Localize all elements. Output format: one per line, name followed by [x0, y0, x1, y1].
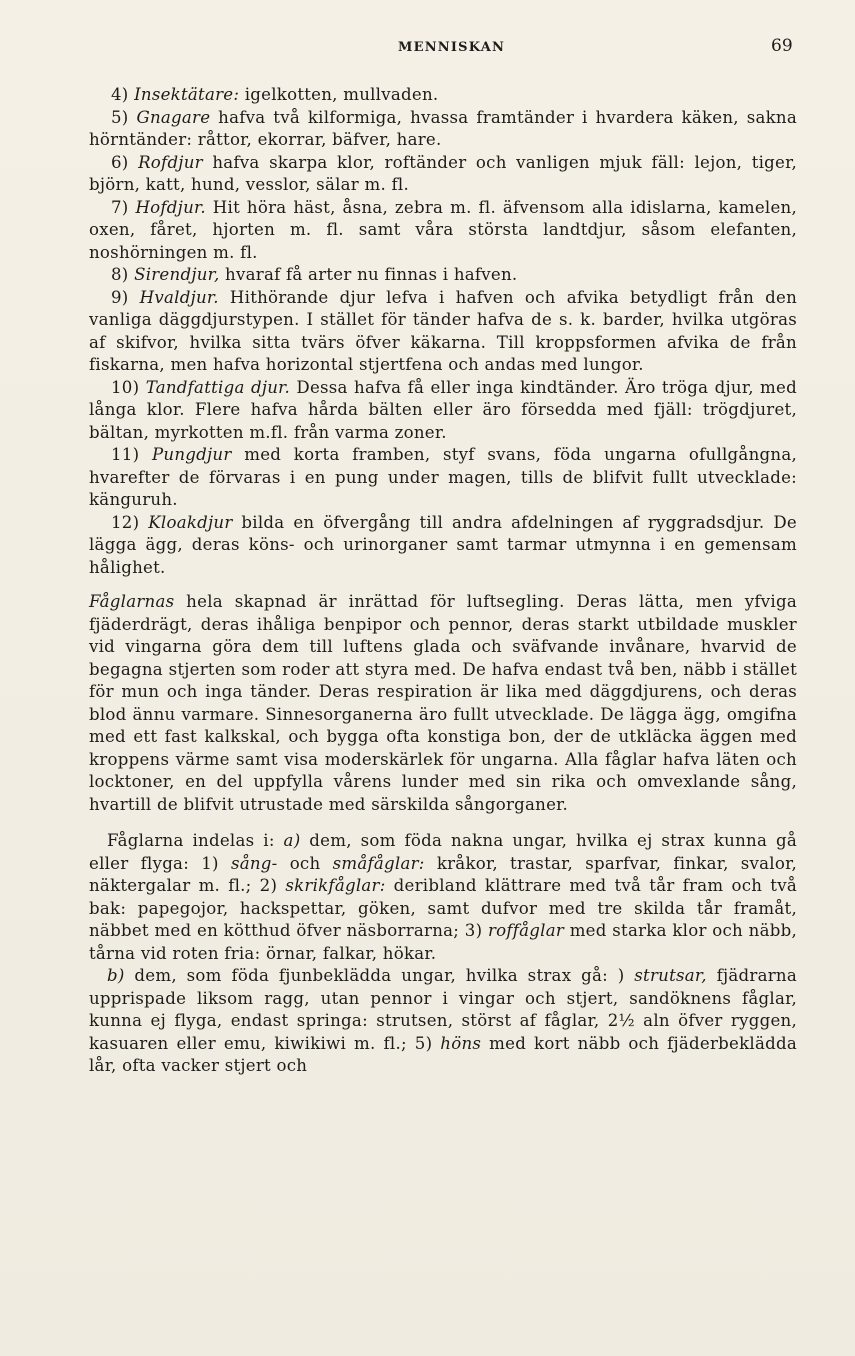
- page-header: [0, 36, 855, 60]
- item-term: Rofdjur: [138, 152, 203, 172]
- item-text: med korta framben, styf svans, föda ungarna ofullgångna, hvarefter de förvaras i en pung under magen, tills de blifvit fullt utvecklade: känguruh.: [89, 445, 797, 509]
- item-term: Gnagare: [136, 107, 211, 127]
- item-text: hvaraf få arter nu finnas i hafven.: [219, 265, 518, 284]
- item-term: Pungdjur: [152, 445, 232, 464]
- item-term: Insektätare:: [134, 85, 240, 104]
- text-run: med starka klor och näbb, tårna vid roten fria: örnar, falkar, hökar.: [89, 921, 797, 963]
- item-text: igelkotten, mullvaden.: [239, 85, 439, 104]
- item-number: 9): [111, 287, 129, 307]
- term-roffaglar: roffåglar: [487, 921, 565, 940]
- item-number: 10): [111, 377, 140, 397]
- text-run: med kort näbb och fjäderbeklädda lår, ofta vacker stjert och: [89, 1033, 797, 1075]
- item-text: Dessa hafva få eller inga kindtänder. Äro tröga djur, med långa klor. Flere hafva hårda bälten eller äro försedda med fjäll: trögdjuret, bältan, myrkotten m.fl. från varma zoner.: [89, 377, 797, 442]
- item-text: bilda en öfvergång till andra afdelningen af ryggradsdjur. De lägga ägg, deras köns- och urinorganer samt tarmar utmynna i en gemensam hålighet.: [89, 512, 797, 577]
- list-item: [89, 107, 797, 152]
- list-item: [89, 84, 797, 107]
- term-skrikfaglar: skrikfåglar:: [285, 876, 386, 895]
- label-a: a): [283, 831, 301, 850]
- item-term: Hofdjur.: [135, 197, 206, 217]
- text-run: och: [277, 853, 333, 873]
- running-title: MENNISKAN: [398, 40, 506, 55]
- item-number: 7): [111, 197, 129, 217]
- page-number: 69: [771, 36, 793, 56]
- page-body: [89, 84, 797, 1078]
- list-item: [89, 197, 797, 265]
- list-item: [89, 444, 797, 512]
- birds-paragraph: [89, 591, 797, 816]
- list-item: [89, 287, 797, 377]
- list-item: [89, 264, 797, 287]
- text-run: fjädrarna upprispade liksom ragg, utan pennor i vingar och stjert, sandöknens fåglar, kunna ej flyga, endast springa: strutsen, störst af fåglar, 2½ aln öfver ryggen, kasuaren eller emu, kiwikiwi m. fl.; 5): [89, 966, 797, 1053]
- item-term: Tandfattiga djur.: [145, 377, 291, 397]
- classification-b: [89, 965, 797, 1078]
- item-number: 11): [111, 445, 140, 464]
- list-item: [89, 377, 797, 445]
- item-term: Kloakdjur: [148, 512, 233, 532]
- item-number: 8): [111, 265, 129, 284]
- item-term: Hvaldjur.: [139, 287, 219, 307]
- list-item: [89, 512, 797, 580]
- classification-a: [89, 830, 797, 965]
- list-item: [89, 152, 797, 197]
- item-text: hafva skarpa klor, roftänder och vanligen mjuk fäll: lejon, tiger, björn, katt, hund, vesslor, sälar m. fl.: [89, 152, 797, 194]
- term-smafaglar: småfåglar:: [332, 853, 425, 873]
- item-term: Sirendjur,: [134, 265, 220, 284]
- birds-text: hela skapnad är inrättad för luftsegling. Deras lätta, men yfviga fjäderdrägt, deras ihåliga benpipor och pennor, deras starkt utbildade muskler vid vingarna göra dem till luftens glada och sväfvande invånare, hvarvid de begagna stjerten som roder att styra med. De hafva endast två ben, näbb i stället för mun och inga tänder. Deras respiration är lika med däggdjurens, och deras blod ännu varmare. Sinnesorganerna äro fullt utvecklade. De lägga ägg, omgifna med ett fast kalkskal, och bygga ofta konstiga bon, der de utkläcka äggen med kroppens värme samt visa moderskärlek för ungarna. Alla fåglar hafva läten och locktoner, en del uppfylla vårens lunder med sin rika och omvexlande sång, hvartill de blifvit utrustade med särskilda sångorganer.: [89, 592, 797, 814]
- item-text: Hit höra häst, åsna, zebra m. fl. äfvensom alla idislarna, kamelen, oxen, fåret, hjorten m. fl. samt våra största landtdjur, såsom elefanten, noshörningen m. fl.: [89, 197, 797, 262]
- item-number: 6): [111, 152, 129, 172]
- label-b: b): [107, 966, 125, 985]
- term-sang: sång-: [230, 853, 278, 873]
- item-number: 12): [111, 512, 140, 532]
- item-text: Hithörande djur lefva i hafven och afvika betydligt från den vanliga däggdjurstypen. I stället för tänder hafva de s. k. barder, hvilka utgöras af skifvor, hvilka sitta tvärs öfver käkarna. Till kroppsformen afvika de från fiskarna, men hafva horizontal stjertfena och andas med lungor.: [89, 287, 798, 374]
- text-run: deribland klättrare med två tår fram och två bak: papegojor, hackspettar, göken, samt dufvor med tre skilda tår framåt, näbbet med en kötthud öfver näsborrarna; 3): [89, 876, 797, 940]
- item-number: 5): [111, 107, 129, 127]
- paragraph-gap: [89, 579, 797, 591]
- text-run: Fåglarna indelas i:: [107, 831, 284, 850]
- birds-term: Fåglarnas: [89, 592, 175, 611]
- text-run: dem, som föda nakna ungar, hvilka ej strax kunna gå eller flyga: 1): [89, 831, 797, 873]
- term-hons: höns: [440, 1033, 482, 1053]
- text-run: kråkor, trastar, sparfvar, finkar, svalor, näktergalar m. fl.; 2): [89, 853, 797, 895]
- item-text: hafva två kilformiga, hvassa framtänder i hvardera käken, sakna hörntänder: råttor, ekorrar, bäfver, hare.: [89, 107, 797, 149]
- item-number: 4): [111, 85, 129, 104]
- term-strutsar: strutsar,: [634, 966, 707, 985]
- paragraph-gap: [89, 816, 797, 830]
- text-run: dem, som föda fjunbeklädda ungar, hvilka strax gå: ): [124, 966, 635, 985]
